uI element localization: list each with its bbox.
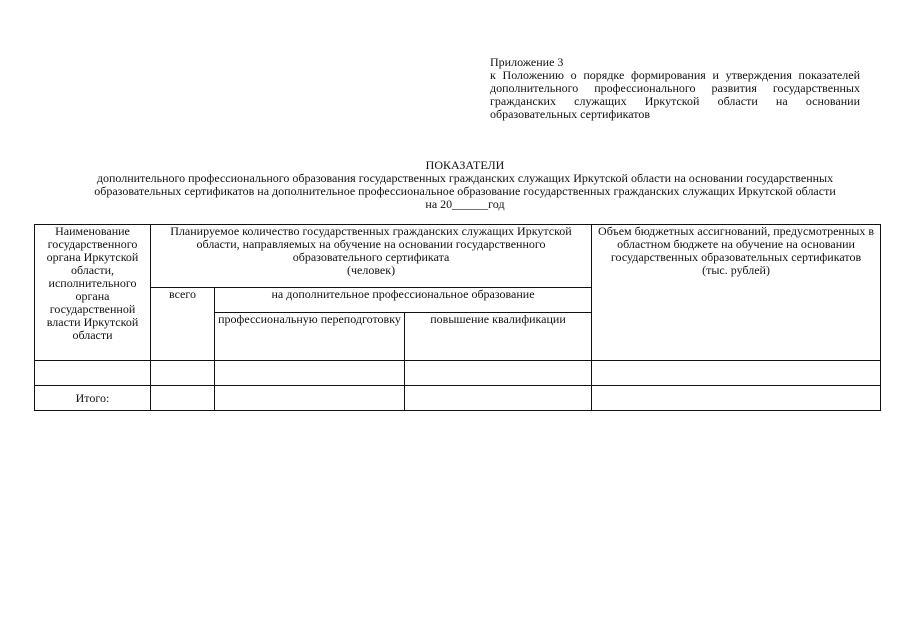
total-row-label-text: Итого: [75,390,110,405]
table-cell [151,361,215,386]
header-qualification-upgrade-text: повышение квалификации [430,312,566,326]
header-organization-name [35,225,151,361]
indicators-table [34,224,881,411]
table-cell [405,386,592,411]
table-cell [592,386,881,411]
header-organization-name-text: Наименование государственного органа Иркутской области, исполнительного органа государственной власти Иркутской области [46,224,139,342]
table-cell [215,361,405,386]
header-additional-education-text: на дополнительное профессиональное образование [271,287,535,301]
total-row-label [35,386,151,411]
header-qualification-upgrade [405,313,592,361]
table-total-row [35,386,881,411]
table-header-row-1 [35,225,881,288]
header-planned-count [151,225,592,288]
document-year-line: на 20______год [425,197,505,211]
document-heading [40,159,890,211]
header-professional-retraining [215,313,405,361]
table-row [35,361,881,386]
document-title: ПОКАЗАТЕЛИ [425,158,505,172]
header-budget-allocations-unit: (тыс. рублей) [702,263,770,277]
table-cell [151,386,215,411]
header-total-count-text: всего [168,287,197,301]
header-professional-retraining-text: профессиональную переподготовку [218,312,401,326]
header-planned-count-text: Планируемое количество государственных гражданских служащих Иркутской области, направляемых на обучение на основании государственного образовательного сертификата [170,224,572,264]
appendix-text: к Положению о порядке формирования и утверждения показателей дополнительного профессионального развития государственных гражданских служащих Иркутской области на основании образовательных сертификатов [490,68,860,121]
header-total-count [151,288,215,361]
header-budget-allocations-text: Объем бюджетных ассигнований, предусмотренных в областном бюджете на обучение на основании государственных образовательных сертификатов [598,224,874,264]
table-cell [592,361,881,386]
table-cell [215,386,405,411]
document-subtitle-line-1: дополнительного профессионального образования государственных гражданских служащих Иркутской области на основании государственных [96,171,834,185]
header-budget-allocations [592,225,881,361]
appendix-title: Приложение 3 [490,55,564,69]
header-planned-count-unit: (человек) [346,263,396,277]
document-subtitle-line-2: образовательных сертификатов на дополнительное профессиональное образование государственных гражданских служащих Иркутской области [94,184,836,198]
appendix-block [490,56,860,121]
table-cell [35,361,151,386]
table-cell [405,361,592,386]
header-additional-education [215,288,592,313]
